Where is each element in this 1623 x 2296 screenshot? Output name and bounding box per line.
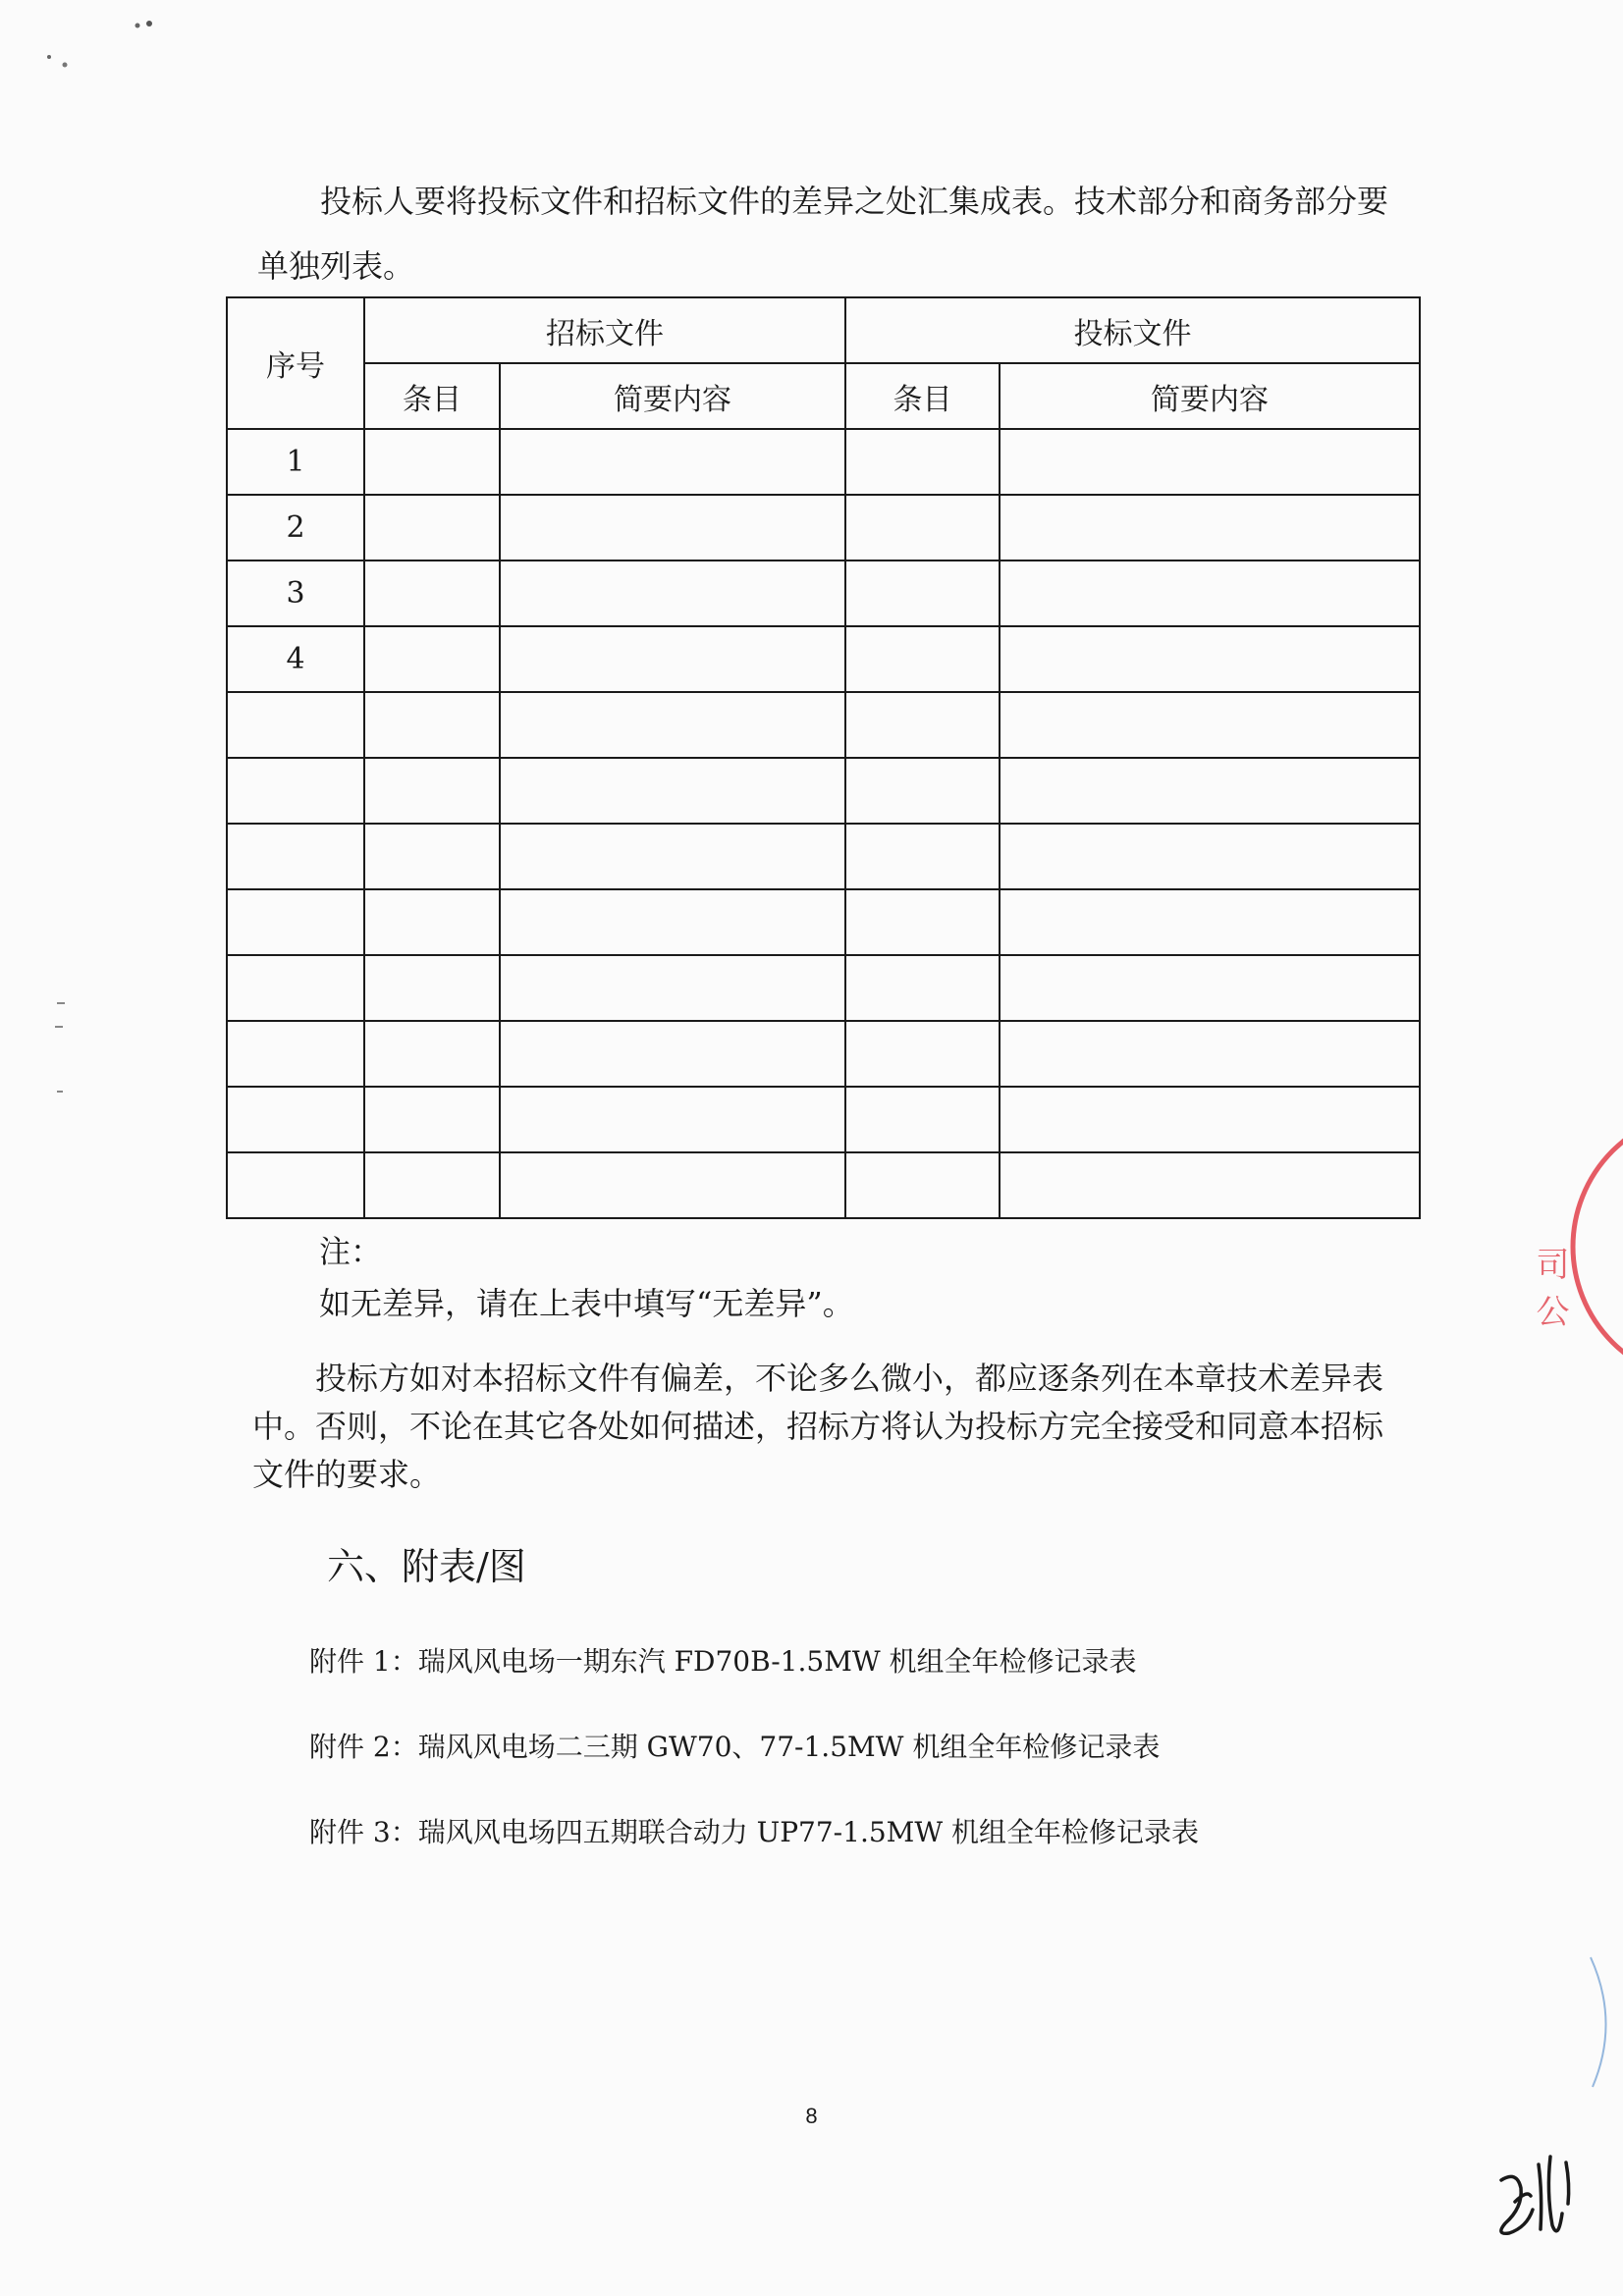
cell-bid-item[interactable] [845,692,1000,758]
section-heading: 六、附表/图 [327,1545,526,1588]
cell-tender-summary[interactable] [500,1021,845,1087]
header-seq: 序号 [227,297,364,429]
cell-bid-summary[interactable] [1000,429,1420,495]
cell-bid-item[interactable] [845,1152,1000,1218]
cell-bid-summary[interactable] [1000,824,1420,889]
cell-bid-summary[interactable] [1000,1087,1420,1152]
deviation-instruction-paragraph: 投标方如对本招标文件有偏差，不论多么微小，都应逐条列在本章技术差异表中。否则，不论在其它各处如何描述，招标方将认为投标方完全接受和同意本招标文件的要求。 [252,1360,1384,1493]
cell-bid-item[interactable] [845,1021,1000,1087]
attachment-2: 附件 2：瑞风风电场二三期 GW70、77-1.5MW 机组全年检修记录表 [309,1731,1161,1763]
cell-tender-summary[interactable] [500,889,845,955]
header-bid-summary: 简要内容 [1000,363,1420,429]
cell-tender-item[interactable] [364,1152,500,1218]
row-seq [227,1152,364,1218]
table-row [227,495,1420,561]
row-seq: 4 [227,626,364,692]
table-row [227,824,1420,889]
cell-bid-item[interactable] [845,429,1000,495]
table-row [227,692,1420,758]
cell-bid-summary[interactable] [1000,955,1420,1021]
row-seq [227,955,364,1021]
row-seq: 2 [227,495,364,561]
table-row [227,561,1420,626]
cell-bid-summary[interactable] [1000,758,1420,824]
cell-tender-summary[interactable] [500,758,845,824]
cell-bid-summary[interactable] [1000,1021,1420,1087]
cell-bid-item[interactable] [845,1087,1000,1152]
cell-tender-item[interactable] [364,1087,500,1152]
row-seq [227,692,364,758]
cell-tender-item[interactable] [364,758,500,824]
cell-tender-item[interactable] [364,429,500,495]
table-row [227,758,1420,824]
table-row [227,889,1420,955]
cell-bid-item[interactable] [845,889,1000,955]
table-row [227,626,1420,692]
cell-bid-item[interactable] [845,561,1000,626]
cell-tender-summary[interactable] [500,495,845,561]
cell-bid-item[interactable] [845,824,1000,889]
cell-tender-item[interactable] [364,824,500,889]
cell-bid-summary[interactable] [1000,495,1420,561]
cell-tender-summary[interactable] [500,429,845,495]
cell-tender-summary[interactable] [500,955,845,1021]
row-seq [227,758,364,824]
company-seal-stamp [1512,1099,1623,1394]
attachment-3: 附件 3：瑞风风电场四五期联合动力 UP77-1.5MW 机组全年检修记录表 [309,1816,1200,1848]
row-seq [227,824,364,889]
cell-tender-summary[interactable] [500,824,845,889]
row-seq [227,1087,364,1152]
attachment-1: 附件 1：瑞风风电场一期东汽 FD70B-1.5MW 机组全年检修记录表 [309,1645,1137,1678]
cell-bid-summary[interactable] [1000,626,1420,692]
cell-tender-item[interactable] [364,889,500,955]
row-seq [227,1021,364,1087]
cell-bid-item[interactable] [845,758,1000,824]
cell-tender-item[interactable] [364,561,500,626]
cell-bid-item[interactable] [845,955,1000,1021]
cell-bid-summary[interactable] [1000,1152,1420,1218]
cell-tender-summary[interactable] [500,692,845,758]
cell-tender-item[interactable] [364,626,500,692]
table-row [227,429,1420,495]
note-text: 如无差异，请在上表中填写“无差异”。 [319,1285,854,1322]
table-row [227,1087,1420,1152]
cell-tender-item[interactable] [364,955,500,1021]
svg-text:司公: 司公 [1530,1247,1569,1341]
intro-paragraph: 投标人要将投标文件和招标文件的差异之处汇集成表。技术部分和商务部分要单独列表。 [257,183,1389,285]
row-seq: 3 [227,561,364,626]
cell-tender-summary[interactable] [500,1087,845,1152]
handwritten-signature [1488,2145,1596,2253]
header-bid-item: 条目 [845,363,1000,429]
table-subheader-row [227,363,1420,429]
table-row [227,955,1420,1021]
cell-tender-summary[interactable] [500,626,845,692]
cell-bid-summary[interactable] [1000,889,1420,955]
table-row [227,1152,1420,1218]
cell-tender-item[interactable] [364,1021,500,1087]
note-label: 注： [319,1233,383,1270]
cell-tender-summary[interactable] [500,1152,845,1218]
row-seq [227,889,364,955]
page-number: 8 [805,2104,818,2128]
cell-bid-item[interactable] [845,495,1000,561]
cell-tender-item[interactable] [364,495,500,561]
scan-specks [0,0,196,118]
cell-tender-summary[interactable] [500,561,845,626]
edge-seal-fragment [1571,1953,1623,2091]
header-tender-summary: 简要内容 [500,363,845,429]
row-seq: 1 [227,429,364,495]
header-tender-item: 条目 [364,363,500,429]
header-bid-document: 投标文件 [845,297,1420,363]
table-row [227,1021,1420,1087]
cell-bid-item[interactable] [845,626,1000,692]
cell-tender-item[interactable] [364,692,500,758]
scan-margin-marks [39,982,79,1139]
header-tender-document: 招标文件 [364,297,845,363]
cell-bid-summary[interactable] [1000,692,1420,758]
cell-bid-summary[interactable] [1000,561,1420,626]
table-header-row [227,297,1420,363]
deviation-table [226,296,1421,1219]
